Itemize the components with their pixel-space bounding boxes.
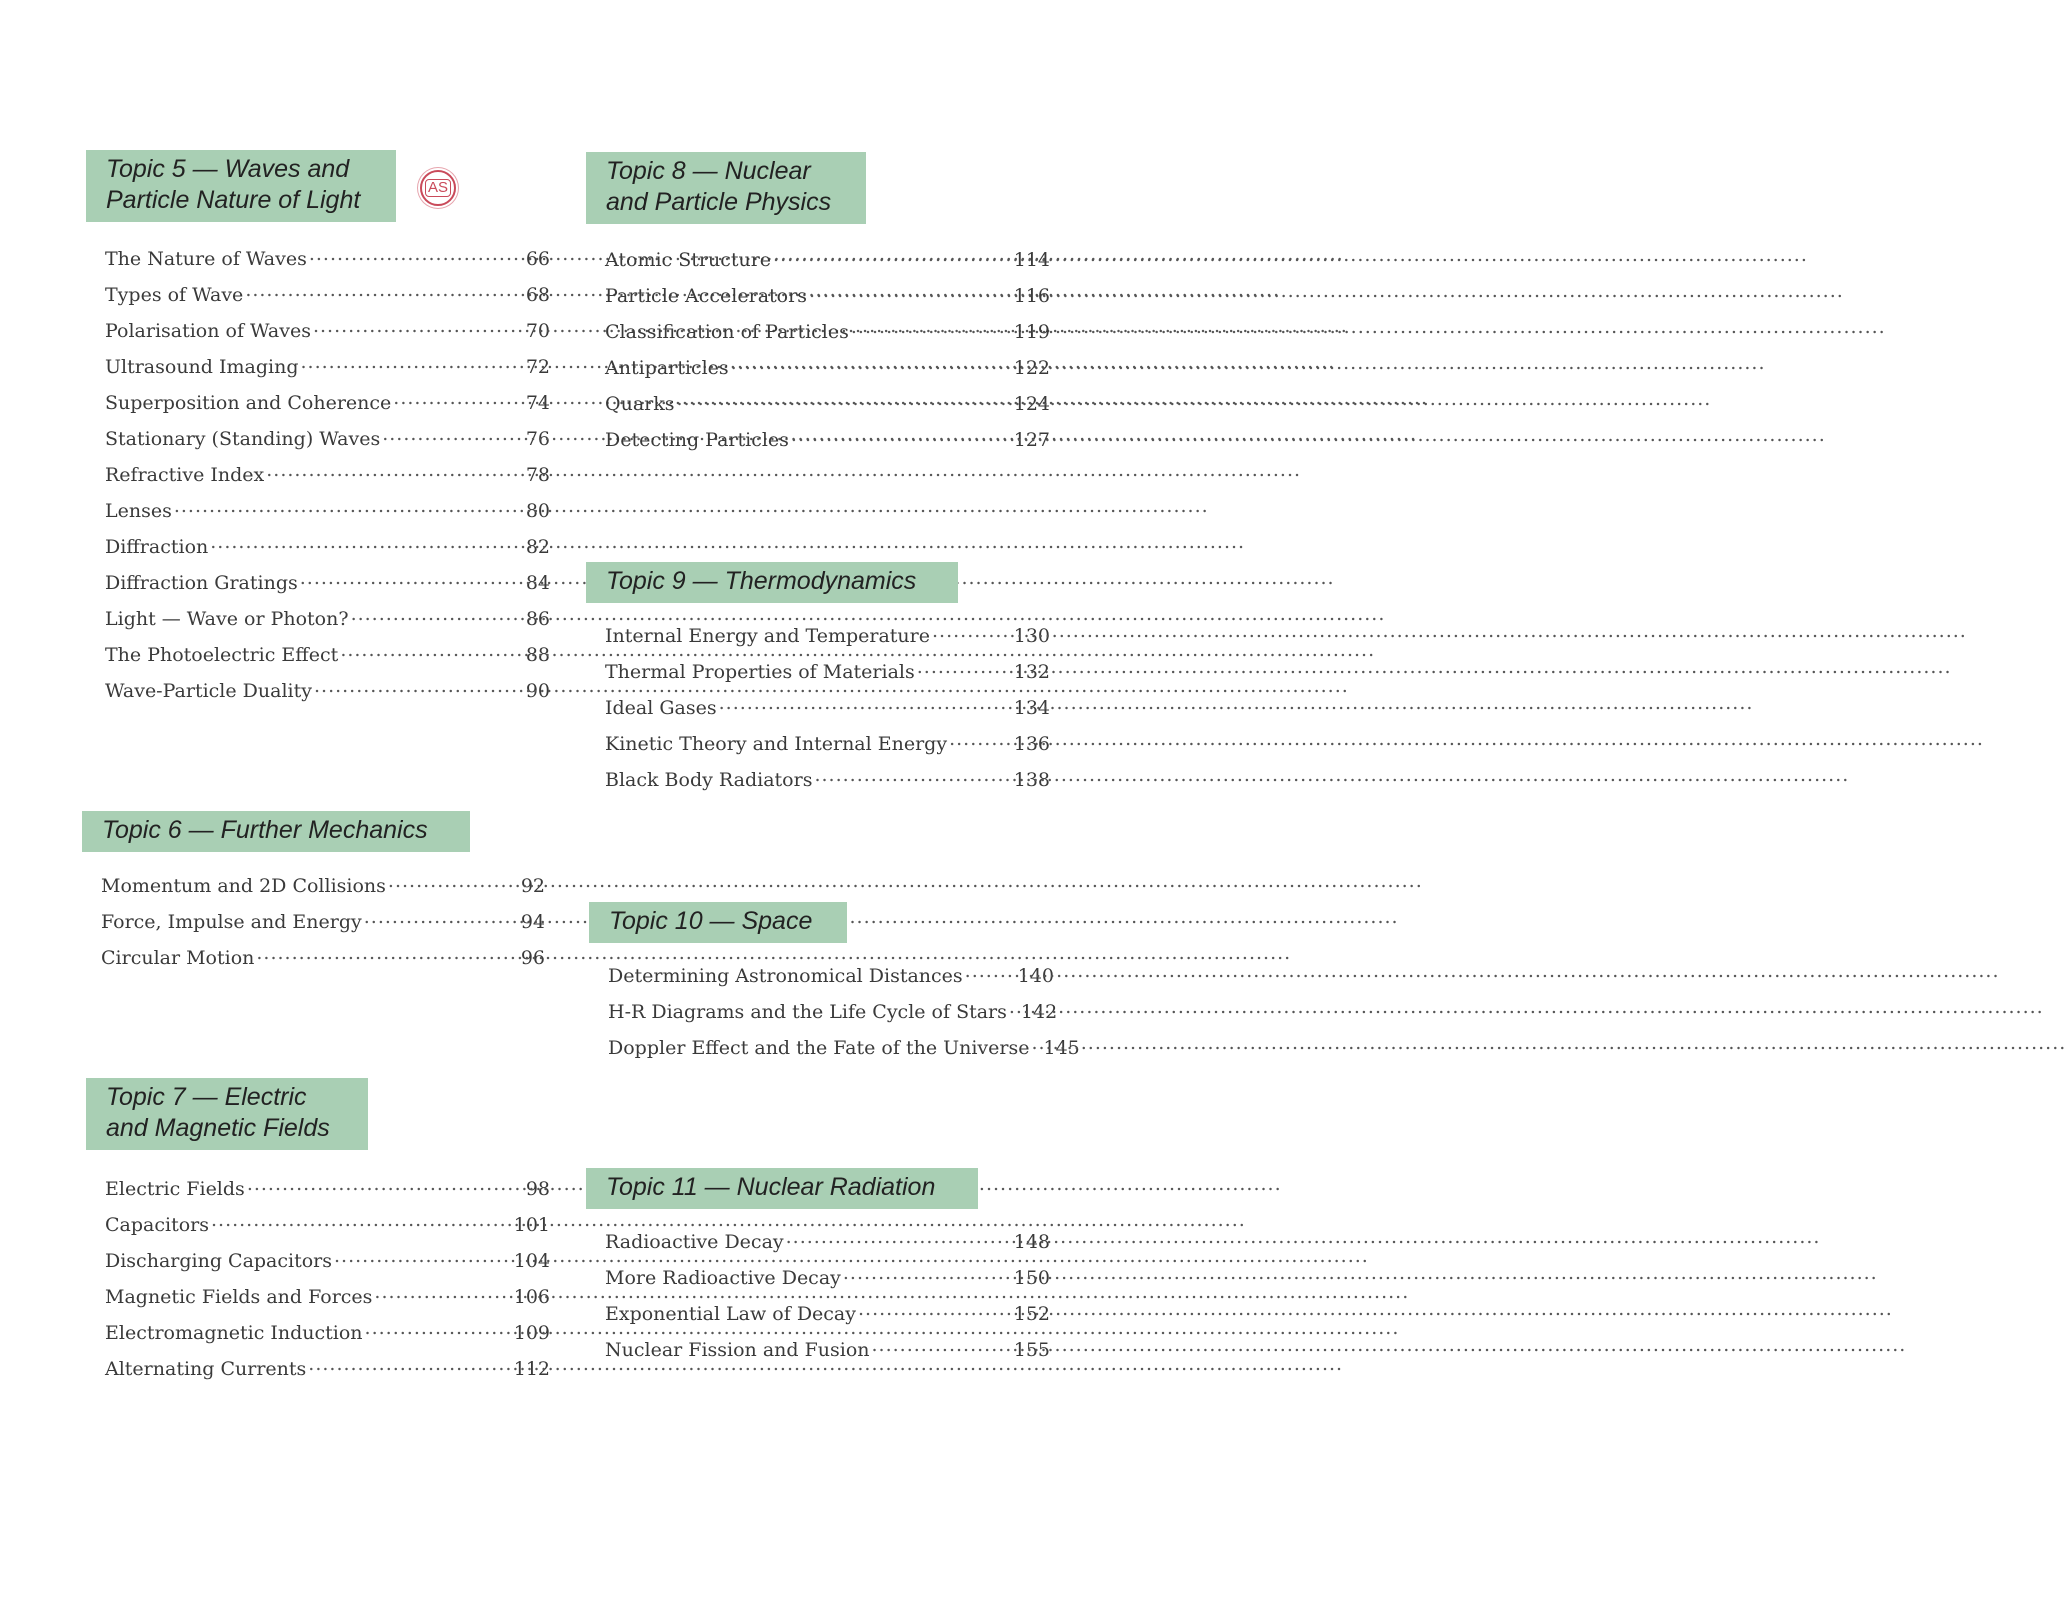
- dot-leader: [247, 1176, 524, 1195]
- topic-7-header: [86, 1078, 368, 1150]
- dot-leader: [858, 1301, 1012, 1320]
- toc-entry[interactable]: [605, 319, 1050, 355]
- dot-leader: [932, 623, 1012, 642]
- entry-title: Alternating Currents: [105, 1358, 307, 1380]
- entry-title: Thermal Properties of Materials: [605, 661, 915, 683]
- dot-leader: [1031, 1035, 1041, 1054]
- toc-entry[interactable]: [605, 427, 1050, 463]
- entry-title: More Radioactive Decay: [605, 1267, 841, 1289]
- entry-page: 138: [1013, 769, 1050, 791]
- entry-title: The Nature of Waves: [105, 248, 307, 270]
- topic-header-line: Particle Nature of Light: [106, 186, 361, 214]
- entry-page: 134: [1013, 697, 1050, 719]
- dot-leader: [388, 873, 519, 892]
- entry-page: 150: [1013, 1267, 1050, 1289]
- dot-leader: [949, 731, 1012, 750]
- dot-leader: [334, 1248, 512, 1267]
- topic-header-line: Topic 6 — Further Mechanics: [102, 816, 428, 844]
- dot-leader: [314, 678, 524, 697]
- dot-leader: [719, 695, 1012, 714]
- toc-entry[interactable]: [105, 1212, 550, 1248]
- entry-page: 82: [525, 536, 550, 558]
- topic-10-header: [589, 902, 847, 943]
- entry-page: 78: [525, 464, 550, 486]
- dot-leader: [773, 247, 1012, 266]
- dot-leader: [256, 945, 518, 964]
- dot-leader: [809, 283, 1012, 302]
- entry-page: 66: [525, 248, 550, 270]
- dot-leader: [374, 1284, 511, 1303]
- toc-entry[interactable]: [605, 767, 1050, 803]
- toc-entry[interactable]: [105, 678, 550, 714]
- toc-entry[interactable]: [605, 623, 1050, 659]
- entry-page: 90: [525, 680, 550, 702]
- toc-entry[interactable]: [105, 1176, 550, 1212]
- toc-entry[interactable]: [105, 462, 550, 498]
- dot-leader: [364, 909, 519, 928]
- entry-page: 72: [525, 356, 550, 378]
- toc-entry[interactable]: [605, 355, 1050, 391]
- dot-leader: [300, 570, 524, 589]
- dot-leader: [382, 426, 524, 445]
- topic-header-line: and Magnetic Fields: [106, 1114, 330, 1142]
- entry-title: Black Body Radiators: [605, 769, 813, 791]
- toc-entry[interactable]: [105, 246, 550, 282]
- dot-leader: [211, 1212, 512, 1231]
- as-level-badge-icon: [420, 170, 456, 206]
- topic-8-header: [586, 152, 866, 224]
- entry-title: Types of Wave: [105, 284, 244, 306]
- topic-6-header: [82, 811, 470, 852]
- topic-5-header: [86, 150, 396, 222]
- dot-leader: [301, 354, 524, 373]
- entry-title: H-R Diagrams and the Life Cycle of Stars: [608, 1001, 1007, 1023]
- dot-leader: [351, 606, 524, 625]
- entry-title: Wave-Particle Duality: [105, 680, 312, 702]
- entry-title: Doppler Effect and the Fate of the Universe: [608, 1037, 1030, 1059]
- entry-page: 74: [525, 392, 550, 414]
- entry-title: Light — Wave or Photon?: [105, 608, 349, 630]
- toc-entry[interactable]: [105, 534, 550, 570]
- toc-entry[interactable]: [105, 1320, 550, 1356]
- dot-leader: [677, 391, 1012, 410]
- dot-leader: [731, 355, 1012, 374]
- toc-entry[interactable]: [605, 247, 1050, 283]
- entry-title: Circular Motion: [101, 947, 255, 969]
- toc-entry[interactable]: [101, 909, 545, 945]
- entry-title: Radioactive Decay: [605, 1231, 784, 1253]
- dot-leader: [393, 390, 524, 409]
- topic-10-entries: [608, 963, 1080, 1071]
- topic-11-header: [586, 1168, 978, 1209]
- entry-page: 114: [1013, 249, 1050, 271]
- dot-leader: [309, 246, 524, 265]
- toc-entry[interactable]: [105, 354, 550, 390]
- toc-entry[interactable]: [605, 1301, 1050, 1337]
- toc-entry[interactable]: [101, 873, 545, 909]
- dot-leader: [814, 767, 1011, 786]
- entry-title: Discharging Capacitors: [105, 1250, 333, 1272]
- topic-header-line: Topic 7 — Electric: [106, 1083, 307, 1111]
- entry-title: Particle Accelerators: [605, 285, 807, 307]
- entry-page: 127: [1013, 429, 1050, 451]
- topic-header-line: Topic 10 — Space: [609, 907, 813, 935]
- topic-header-line: Topic 8 — Nuclear: [606, 157, 811, 185]
- dot-leader: [786, 1229, 1012, 1248]
- toc-entry[interactable]: [105, 642, 550, 678]
- topic-8-entries: [605, 247, 1050, 463]
- topic-7-entries: [105, 1176, 550, 1392]
- toc-entry[interactable]: [605, 1337, 1050, 1373]
- entry-title: Stationary (Standing) Waves: [105, 428, 381, 450]
- dot-leader: [843, 1265, 1012, 1284]
- toc-entry[interactable]: [105, 1356, 550, 1392]
- entry-page: 122: [1013, 357, 1050, 379]
- dot-leader: [313, 318, 524, 337]
- entry-page: 98: [525, 1178, 550, 1200]
- entry-page: 86: [525, 608, 550, 630]
- entry-title: Diffraction Gratings: [105, 572, 298, 594]
- entry-page: 152: [1013, 1303, 1050, 1325]
- topic-9-entries: [605, 623, 1050, 803]
- entry-title: Nuclear Fission and Fusion: [605, 1339, 870, 1361]
- toc-entry[interactable]: [605, 731, 1050, 767]
- topic-11-entries: [605, 1229, 1050, 1373]
- entry-title: Atomic Structure: [605, 249, 772, 271]
- entry-page: 155: [1013, 1339, 1050, 1361]
- entry-page: 94: [520, 911, 545, 933]
- topic-header-line: Topic 11 — Nuclear Radiation: [606, 1173, 936, 1201]
- toc-entry[interactable]: [105, 282, 550, 318]
- entry-title: Internal Energy and Temperature: [605, 625, 930, 647]
- topic-header-line: Topic 9 — Thermodynamics: [606, 567, 917, 595]
- entry-title: Electric Fields: [105, 1178, 245, 1200]
- entry-title: Classification of Particles: [605, 321, 849, 343]
- dot-leader: [308, 1356, 511, 1375]
- entry-title: Ideal Gases: [605, 697, 717, 719]
- entry-page: 68: [525, 284, 550, 306]
- toc-entry[interactable]: [605, 1265, 1050, 1301]
- entry-title: Momentum and 2D Collisions: [101, 875, 386, 897]
- entry-page: 130: [1013, 625, 1050, 647]
- toc-entry[interactable]: [105, 426, 550, 462]
- entry-page: 106: [513, 1286, 550, 1308]
- entry-title: Force, Impulse and Energy: [101, 911, 362, 933]
- entry-title: Diffraction: [105, 536, 209, 558]
- topic-9-header: [586, 562, 958, 603]
- entry-page: 148: [1013, 1231, 1050, 1253]
- entry-page: 76: [525, 428, 550, 450]
- entry-page: 104: [513, 1250, 550, 1272]
- entry-page: 84: [525, 572, 550, 594]
- entry-page: 101: [513, 1214, 550, 1236]
- toc-entry[interactable]: [105, 1248, 550, 1284]
- toc-entry[interactable]: [605, 391, 1050, 427]
- toc-entry[interactable]: [105, 390, 550, 426]
- dot-leader: [872, 1337, 1012, 1356]
- toc-entry[interactable]: [605, 1229, 1050, 1265]
- dot-leader: [245, 282, 524, 301]
- entry-page: 112: [513, 1358, 550, 1380]
- entry-title: Capacitors: [105, 1214, 209, 1236]
- entry-page: 80: [525, 500, 550, 522]
- toc-entry[interactable]: [105, 570, 550, 606]
- toc-entry[interactable]: [608, 963, 1054, 999]
- dot-leader: [340, 642, 524, 661]
- entry-page: 109: [513, 1322, 550, 1344]
- toc-entry[interactable]: [605, 695, 1050, 731]
- dot-leader: [851, 319, 1012, 338]
- dot-leader: [917, 659, 1012, 678]
- entry-title: Magnetic Fields and Forces: [105, 1286, 373, 1308]
- dot-leader: [791, 427, 1012, 446]
- entry-title: The Photoelectric Effect: [105, 644, 339, 666]
- topic-header-line: Topic 5 — Waves and: [106, 155, 350, 183]
- entry-title: Ultrasound Imaging: [105, 356, 299, 378]
- dot-leader: [365, 1320, 512, 1339]
- dot-leader: [174, 498, 524, 517]
- entry-title: Antiparticles: [605, 357, 729, 379]
- toc-entry[interactable]: [105, 498, 550, 534]
- entry-title: Quarks: [605, 393, 675, 415]
- entry-title: Lenses: [105, 500, 172, 522]
- entry-page: 142: [1020, 1001, 1058, 1023]
- entry-title: Determining Astronomical Distances: [608, 965, 963, 987]
- toc-entry[interactable]: [101, 945, 545, 981]
- dot-leader: [965, 963, 1016, 982]
- toc-entry[interactable]: [105, 606, 550, 642]
- entry-page: 140: [1017, 965, 1054, 987]
- toc-entry[interactable]: [605, 659, 1050, 695]
- entry-title: Kinetic Theory and Internal Energy: [605, 733, 948, 755]
- toc-entry[interactable]: [105, 318, 550, 354]
- entry-title: Polarisation of Waves: [105, 320, 311, 342]
- toc-entry[interactable]: [605, 283, 1050, 319]
- entry-title: Refractive Index: [105, 464, 265, 486]
- entry-page: 132: [1013, 661, 1050, 683]
- topic-header-line: and Particle Physics: [606, 188, 832, 216]
- entry-page: 88: [525, 644, 550, 666]
- entry-page: 119: [1013, 321, 1050, 343]
- dot-leader: [1009, 999, 1019, 1018]
- toc-entry[interactable]: [608, 999, 1058, 1035]
- topic-6-entries: [101, 873, 545, 981]
- toc-entry[interactable]: [105, 1284, 550, 1320]
- entry-title: Detecting Particles: [605, 429, 789, 451]
- entry-page: 92: [520, 875, 545, 897]
- entry-page: 145: [1043, 1037, 1080, 1059]
- entry-title: Superposition and Coherence: [105, 392, 392, 414]
- entry-page: 96: [520, 947, 545, 969]
- as-badge-label: AS: [425, 179, 451, 197]
- dot-leader: [266, 462, 524, 481]
- dot-leader: [210, 534, 524, 553]
- entry-page: 70: [525, 320, 550, 342]
- entry-page: 116: [1013, 285, 1050, 307]
- toc-entry[interactable]: [608, 1035, 1080, 1071]
- entry-page: 136: [1013, 733, 1050, 755]
- entry-page: 124: [1013, 393, 1050, 415]
- entry-title: Electromagnetic Induction: [105, 1322, 363, 1344]
- topic-5-entries: [105, 246, 550, 714]
- entry-title: Exponential Law of Decay: [605, 1303, 856, 1325]
